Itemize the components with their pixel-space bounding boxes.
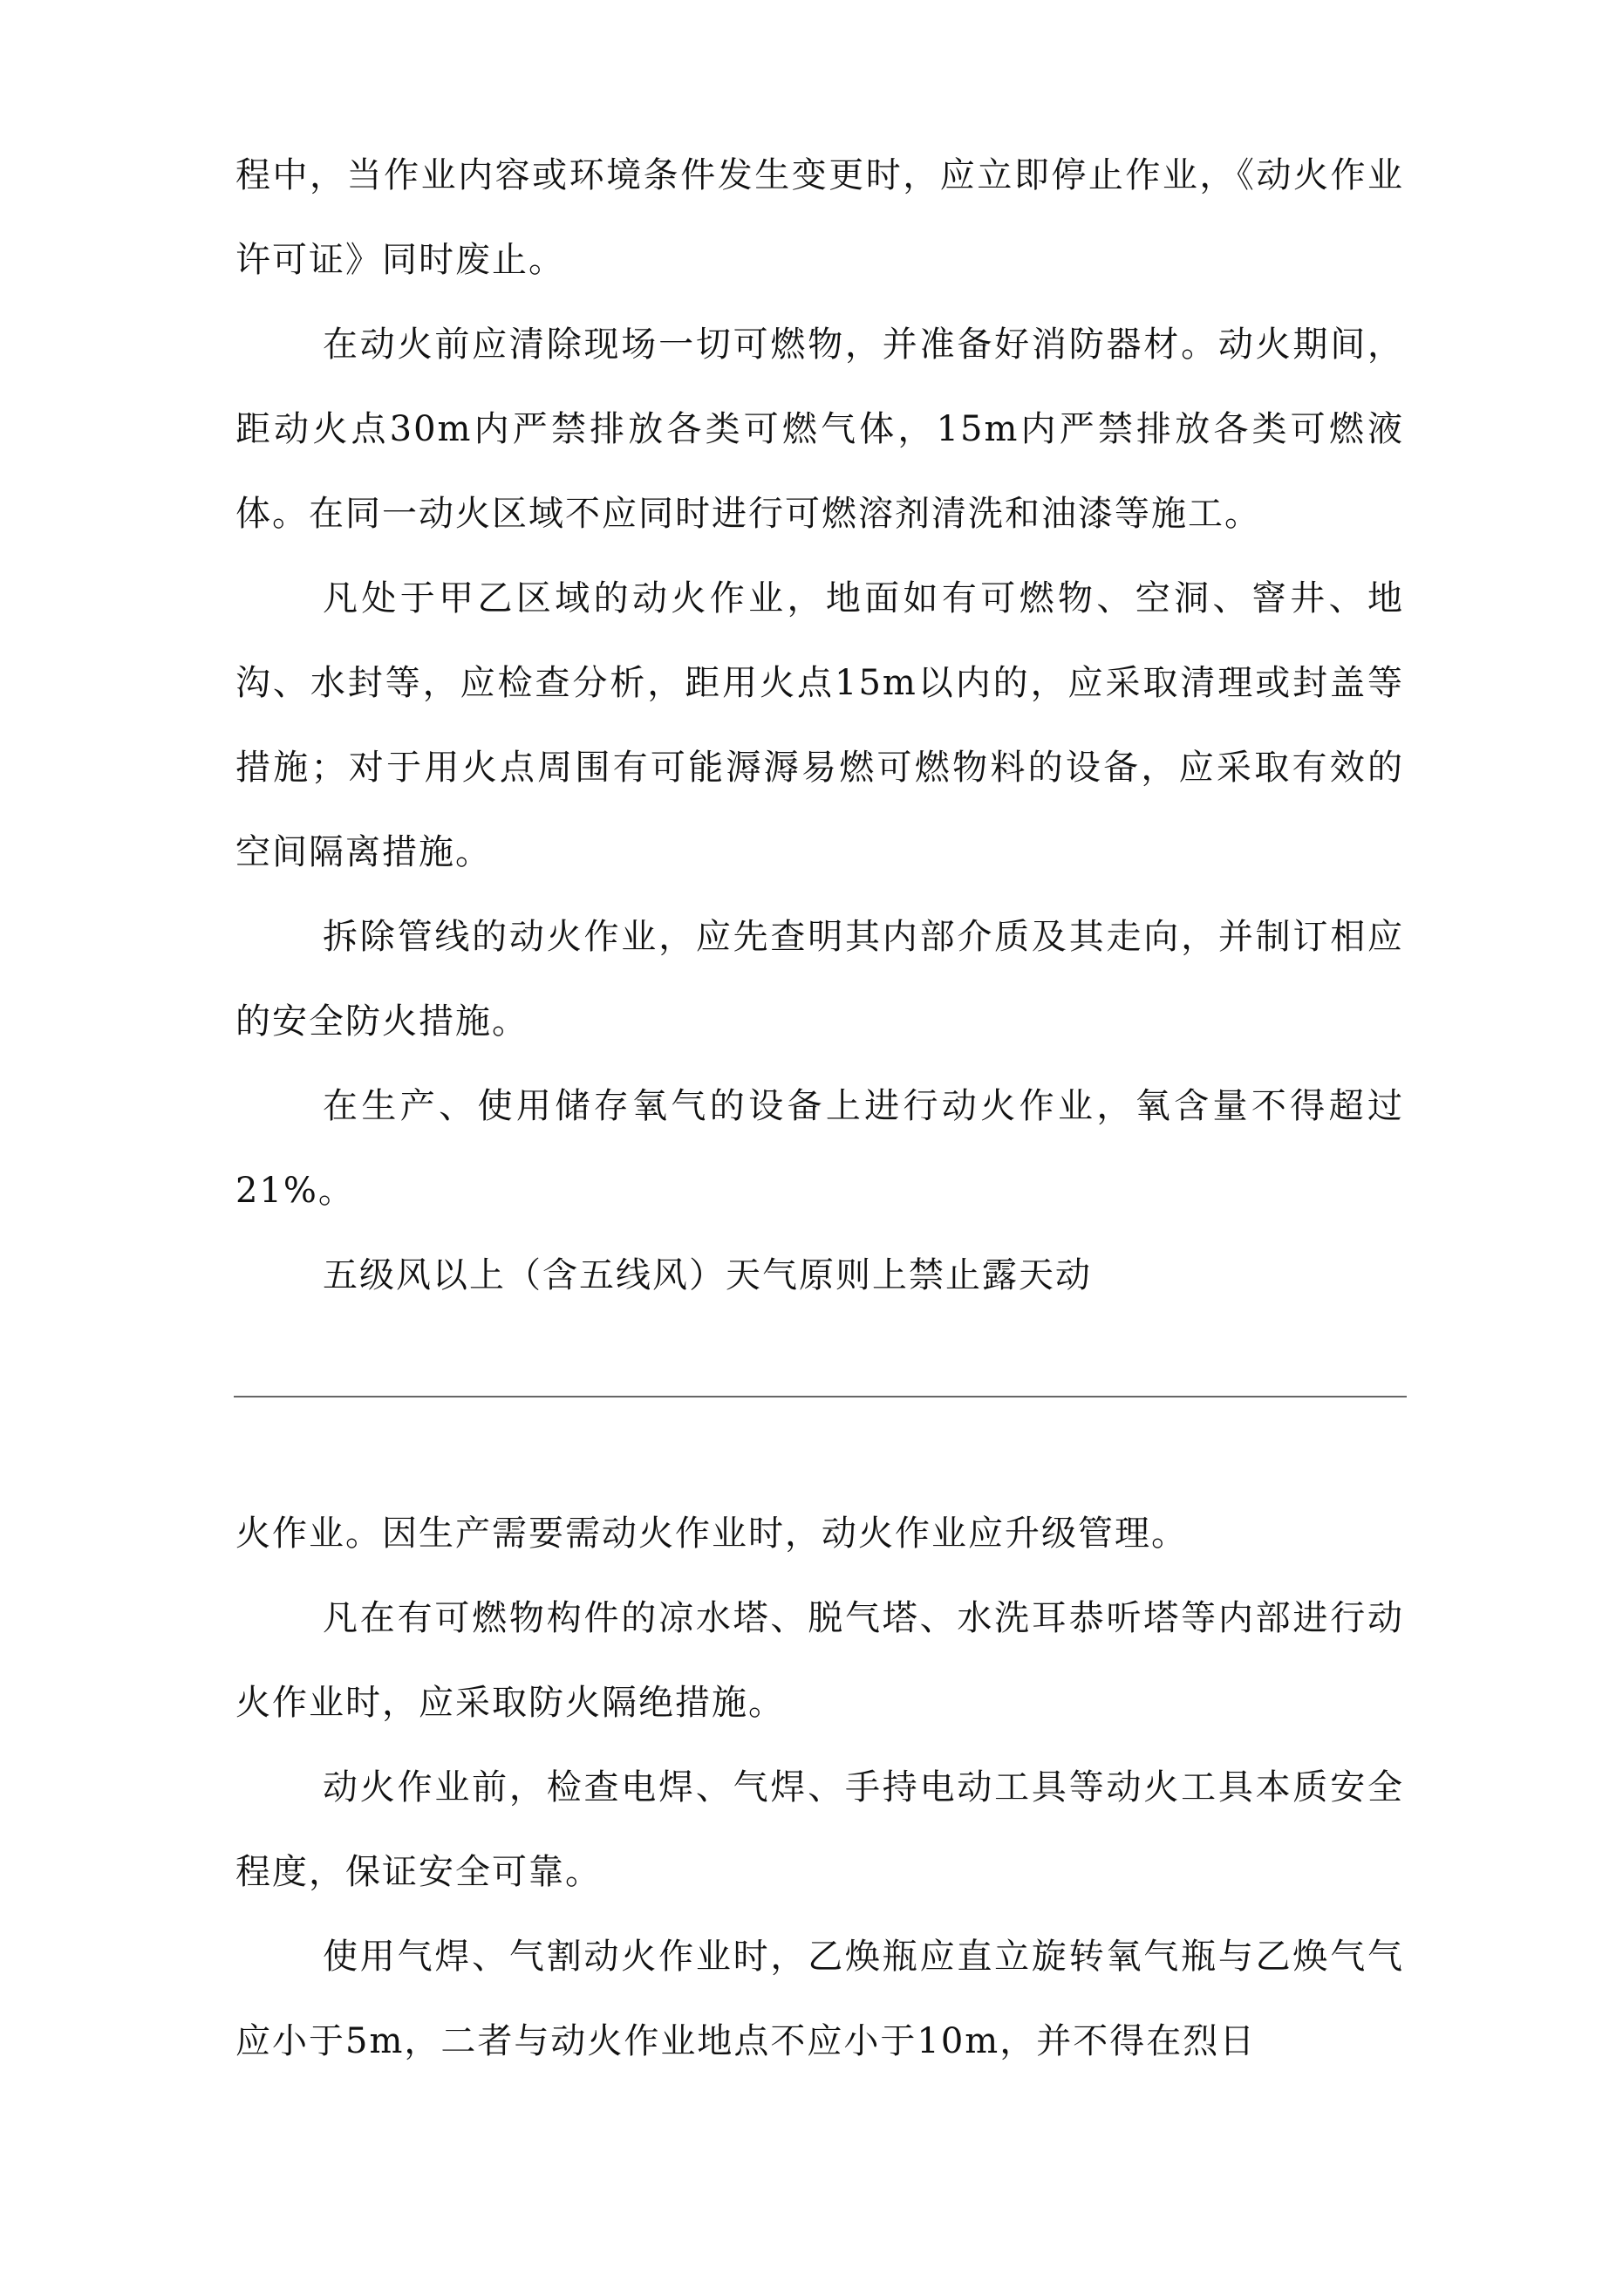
paragraph-clear-combustibles: 在动火前应清除现场一切可燃物，并准备好消防器材。动火期间，距动火点30m内严禁排放各类可燃气体，15m内严禁排放各类可燃液体。在同一动火区域不应同时进行可燃溶剂清洗和油漆等施工。 bbox=[235, 325, 1404, 534]
upper-text-block bbox=[235, 133, 1404, 1318]
paragraph-wind-weather: 五级风以上（含五线风）天气原则上禁止露天动 bbox=[323, 1255, 1092, 1295]
paragraph-tool-check: 动火作业前，检查电焊、气焊、手持电动工具等动火工具本质安全程度，保证安全可靠。 bbox=[235, 1767, 1404, 1892]
paragraph-pipeline-removal: 拆除管线的动火作业，应先查明其内部介质及其走向，并制订相应的安全防火措施。 bbox=[235, 917, 1404, 1042]
paragraph-continuation: 程中，当作业内容或环境条件发生变更时，应立即停止作业，《动火作业许可证》同时废止。 bbox=[235, 155, 1404, 280]
page-break-rule bbox=[234, 1396, 1407, 1397]
paragraph-oxygen-content: 在生产、使用储存氧气的设备上进行动火作业，氧含量不得超过21%。 bbox=[235, 1086, 1404, 1211]
paragraph-wind-continuation: 火作业。因生产需要需动火作业时，动火作业应升级管理。 bbox=[235, 1514, 1188, 1554]
paragraph-cooling-tower: 凡在有可燃物构件的凉水塔、脱气塔、水洗耳恭听塔等内部进行动火作业时，应采取防火隔绝措施。 bbox=[235, 1598, 1404, 1723]
paragraph-gas-welding: 使用气焊、气割动火作业时，乙焕瓶应直立旋转氧气瓶与乙焕气气应小于5m，二者与动火作业地点不应小于10m，并不得在烈日 bbox=[235, 1937, 1404, 2061]
lower-text-block bbox=[235, 1492, 1404, 2084]
paragraph-area-measures: 凡处于甲乙区域的动火作业，地面如有可燃物、空洞、窨井、地沟、水封等，应检查分析，距用火点15m以内的，应采取清理或封盖等措施；对于用火点周围有可能溽溽易燃可燃物料的设备，应采取有效的空间隔离措施。 bbox=[235, 578, 1404, 872]
